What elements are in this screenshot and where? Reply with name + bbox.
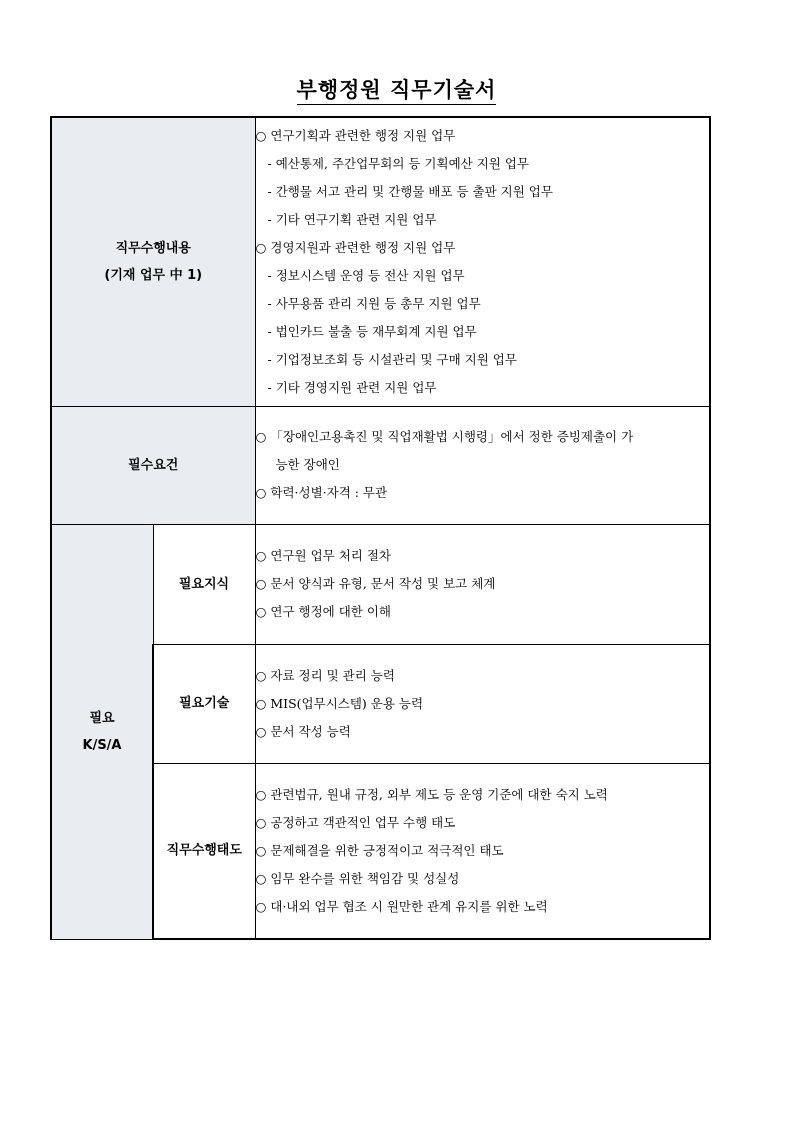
- duty-item: - 정보시스템 운영 등 전산 지원 업무: [267, 267, 465, 283]
- duty-item: - 기업정보조회 등 시설관리 및 구매 지원 업무: [267, 351, 517, 367]
- document-title-text: 부행정원 직무기술서: [297, 78, 497, 105]
- ksa-label-cell: [51, 524, 153, 939]
- skills-label: 필요기술: [153, 644, 255, 763]
- skill-item: ○ MIS(업무시스템) 운용 능력: [255, 695, 424, 711]
- attitude-item: ○ 대·내외 업무 협조 시 원만한 관계 유지를 위한 노력: [255, 898, 548, 914]
- duties-content: [255, 117, 710, 406]
- skill-item: ○ 문서 작성 능력: [255, 723, 351, 739]
- duty-item: - 사무용품 관리 지원 등 총무 지원 업무: [267, 295, 481, 311]
- duty-item: - 기타 경영지원 관련 지원 업무: [267, 379, 437, 395]
- duties-row: [51, 117, 710, 406]
- attitude-item: ○ 임무 완수를 위한 책임감 및 성실성: [255, 870, 460, 886]
- requirements-label: 필수요건: [51, 406, 255, 524]
- attitude-item: ○ 문제해결을 위한 긍정적이고 적극적인 태도: [255, 842, 504, 858]
- skill-item: ○ 자료 정리 및 관리 능력: [255, 667, 395, 683]
- duty-item: - 간행물 서고 관리 및 간행물 배포 등 출판 지원 업무: [267, 183, 553, 199]
- job-description-table: [50, 116, 711, 940]
- knowledge-item: ○ 문서 양식과 유형, 문서 작성 및 보고 체계: [255, 576, 496, 591]
- knowledge-item: ○ 연구원 업무 처리 절차: [255, 548, 391, 563]
- requirements-content: [255, 406, 710, 524]
- attitude-item: ○ 공정하고 객관적인 업무 수행 태도: [255, 814, 456, 830]
- knowledge-row: [51, 524, 710, 644]
- attitude-label: 직무수행태도: [153, 763, 255, 939]
- knowledge-content: [255, 524, 710, 644]
- requirements-row: [51, 406, 710, 524]
- duty-item: - 예산통제, 주간업무회의 등 기획예산 지원 업무: [267, 155, 529, 171]
- document-title: [0, 74, 793, 104]
- duties-label-cell: [51, 117, 255, 406]
- requirement-item: ○ 학력·성별·자격 : 무관: [255, 485, 388, 500]
- duties-label: 직무수행내용: [115, 240, 191, 256]
- duty-heading: ○ 경영지원과 관련한 행정 지원 업무: [255, 239, 456, 255]
- requirement-item: ○ 「장애인고용촉진 및 직업재활법 시행령」에서 정한 증빙제출이 가: [255, 429, 634, 444]
- duty-item: - 기타 연구기획 관련 지원 업무: [267, 211, 437, 227]
- attitude-item: ○ 관련법규, 원내 규정, 외부 제도 등 운영 기준에 대한 숙지 노력: [255, 786, 608, 802]
- ksa-label-abbrev: K/S/A: [82, 737, 122, 753]
- duty-item: - 법인카드 불출 등 재무회계 지원 업무: [267, 323, 477, 339]
- ksa-label: 필요: [89, 710, 115, 726]
- duties-label-note: (기재 업무 中 1): [104, 267, 203, 283]
- requirement-item-continued: 능한 장애인: [275, 457, 340, 472]
- attitude-content: [255, 763, 710, 939]
- knowledge-label: 필요지식: [153, 524, 255, 644]
- knowledge-item: ○ 연구 행정에 대한 이해: [255, 604, 391, 619]
- skills-content: [255, 644, 710, 763]
- duty-heading: ○ 연구기획과 관련한 행정 지원 업무: [255, 127, 456, 143]
